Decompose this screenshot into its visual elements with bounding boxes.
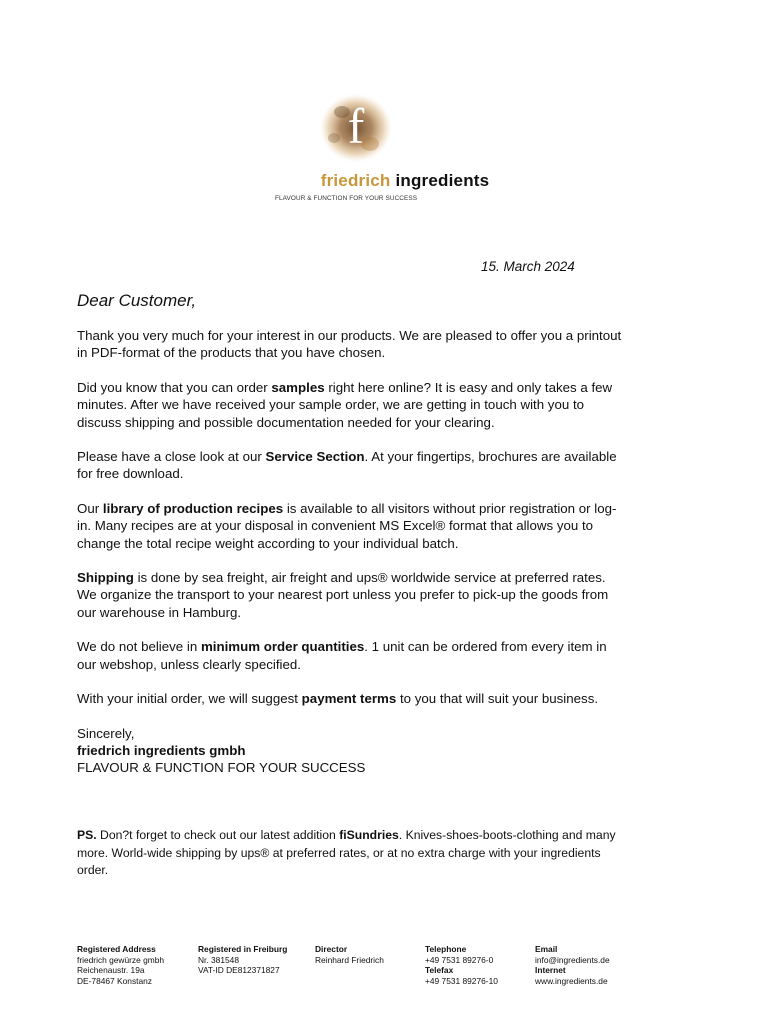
- paragraph-shipping: Shipping is done by sea freight, air freight and ups® worldwide service at preferred rates. We organize the transport to your nearest port unless you prefer to pick-up the goods from our warehouse in Hamburg.: [77, 570, 609, 620]
- paragraph-recipes: Our library of production recipes is available to all visitors without prior registration or log-in. Many recipes are at your disposal in convenient MS Excel® format that allows you to change the total recipe weight according to your individual batch.: [77, 500, 617, 551]
- logo-graphic: [312, 88, 400, 168]
- letter-body: [77, 327, 625, 777]
- paragraph-moq: We do not believe in minimum order quantities. 1 unit can be ordered from every item in our webshop, unless clearly specified.: [77, 639, 607, 672]
- brand-part-friedrich: friedrich: [320, 171, 391, 190]
- company-logo: [312, 88, 400, 168]
- recipes-highlight: library of production recipes: [102, 500, 284, 516]
- footer-address: Registered Address friedrich gewürze gmbh Reichenaustr. 19a DE-78467 Konstanz: [77, 944, 165, 986]
- footer-registration: Registered in Freiburg Nr. 381548 VAT-ID DE812371827: [198, 944, 288, 976]
- footer-email: Email info@ingredients.de Internet www.ingredients.de: [535, 944, 610, 986]
- closing-company: friedrich ingredients gmbh: [77, 742, 246, 758]
- paragraph-service: Please have a close look at our Service Section. At your fingertips, brochures are available for free download.: [77, 449, 617, 482]
- brand-name: [0, 171, 770, 191]
- footer-director: Director Reinhard Friedrich: [315, 944, 384, 965]
- paragraph-samples: Did you know that you can order samples right here online? It is easy and only takes a few minutes. After we have received your sample order, we are getting in touch with you to discuss shipping and possible documentation needed for your clearing.: [77, 379, 613, 430]
- ps-label: PS.: [77, 828, 97, 842]
- shipping-highlight: Shipping: [77, 570, 134, 586]
- payment-terms-highlight: payment terms: [301, 691, 397, 707]
- samples-highlight: samples: [271, 379, 325, 395]
- service-section-highlight: Service Section: [265, 449, 365, 465]
- postscript: PS. Don?t forget to check out our latest addition fiSundries. Knives-shoes-boots-clothing and many more. World-wide shipping by ups® at preferred rates, or at no extra charge with your ingredients order.: [77, 828, 616, 877]
- closing-block: [77, 725, 625, 777]
- closing-tagline: FLAVOUR & FUNCTION FOR YOUR SUCCESS: [77, 760, 366, 776]
- footer-email-link[interactable]: info@ingredients.de: [535, 954, 610, 965]
- salutation: Dear Customer,: [77, 291, 197, 310]
- moq-highlight: minimum order quantities: [200, 639, 365, 655]
- logo-letter: f: [347, 98, 365, 154]
- brand-part-ingredients: ingredients: [395, 171, 490, 190]
- fisundries-highlight: fiSundries: [339, 828, 399, 842]
- letter-date: 15. March 2024: [481, 259, 575, 274]
- footer-telephone: Telephone +49 7531 89276-0 Telefax +49 7531 89276-10: [425, 944, 498, 986]
- paragraph-intro: Thank you very much for your interest in our products. We are pleased to offer you a printout in PDF-format of the products that you have chosen.: [77, 328, 622, 361]
- brand-tagline: FLAVOUR & FUNCTION FOR YOUR SUCCESS: [275, 195, 418, 202]
- footer-website-link[interactable]: www.ingredients.de: [535, 975, 608, 986]
- closing-sincerely: Sincerely,: [77, 725, 135, 741]
- paragraph-payment: With your initial order, we will suggest payment terms to you that will suit your business.: [77, 691, 599, 707]
